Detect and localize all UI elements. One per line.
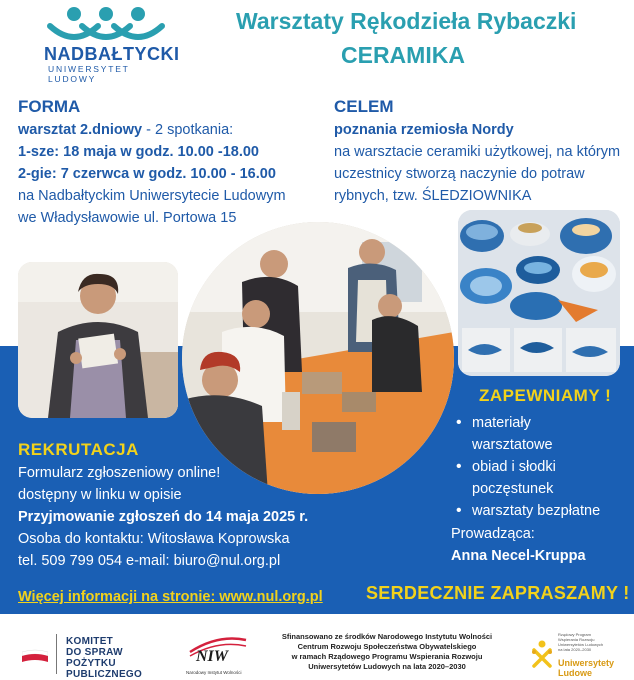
zapewniamy-item [452,456,632,500]
funding-line: Uniwersytetów Ludowych na lata 2020–2030 [308,662,466,671]
page-title: Warsztaty Rękodzieła Rybaczki [236,8,577,34]
logo-line2: UNIWERSYTET LUDOWY [48,64,130,84]
funding-text [262,632,512,672]
celem-line1: poznania rzemiosła Nordy [334,122,514,138]
niw-logo [186,634,250,678]
people-logo-icon [44,4,168,46]
program-small-line: Rządowy Program [558,632,591,637]
rekrutacja-line2: dostępny w linku w opisie [18,487,182,503]
forma-heading: FORMA [18,97,81,116]
funding-line: w ramach Rządowego Programu Wspierania Rozwoju [291,652,483,661]
photo-woman-with-tile [18,262,178,418]
komitet-logo [66,636,142,680]
photo-ceramic-dishes [458,210,620,376]
zapewniamy-section [452,386,632,522]
forma-line4: na Nadbałtyckim Uniwersytecie Ludowym [18,188,286,204]
funding-line: Centrum Rozwoju Społeczeństwa Obywatelskiego [297,642,477,651]
komitet-line: DO SPRAW [66,647,123,658]
program-small-line: Uniwersytetów Ludowych [558,642,604,647]
uni-logo-line: Uniwersytety [558,658,615,668]
program-small-line: Wspierania Rozwoju [558,637,595,642]
uniwersytety-ludowe-icon [530,640,554,670]
uniwersytety-ludowe-text [558,658,614,678]
prowadzaca-label: Prowadząca: [451,526,535,542]
prowadzaca-name: Anna Necel-Kruppa [451,548,586,564]
zapewniamy-item-line: • warsztaty bezpłatne [472,503,601,519]
celem-line3: uczestnicy stworzą naczynie do potraw [334,166,585,182]
celem-line2: na warsztacie ceramiki użytkowej, na którym [334,144,621,160]
zapewniamy-item [452,412,632,456]
zapewniamy-list [452,412,632,522]
nadbaltycki-logo [44,4,180,84]
niw-logo-text: NIW [196,648,229,665]
polish-flag-icon [22,648,48,664]
forma-line3: 2-gie: 7 czerwca w godz. 10.00 - 16.00 [18,166,276,182]
uni-logo-line: Ludowe [558,668,592,678]
uniwersytety-ludowe-logo [530,628,630,678]
rekrutacja-phone-email: tel. 509 799 054 e-mail: biuro@nul.org.pl [18,553,281,569]
rekrutacja-contact: Osoba do kontaktu: Witosława Koprowska [18,531,290,547]
celem-heading: CELEM [334,97,394,116]
celem-line4: rybnych, tzw. ŚLEDZIOWNIKA [334,188,532,204]
more-info-link[interactable]: Więcej informacji na stronie: www.nul.org.pl [18,589,323,605]
zapewniamy-item-line: • materiały [472,415,531,431]
program-small-text [558,632,603,652]
niw-caption: Narodowy Instytut Wolności [186,670,242,675]
prowadzaca-section [451,523,586,567]
rekrutacja-heading: REKRUTACJA [18,440,139,459]
zapewniamy-item-line: poczęstunek [472,481,554,497]
forma-line1 [18,119,318,141]
forma-section [18,97,318,229]
komitet-line: POŻYTKU [66,658,116,669]
footer [0,614,634,680]
zapewniamy-item-line: warsztatowe [472,437,553,453]
logo-line1: NADBAŁTYCKI [44,44,180,64]
celem-section [334,97,630,207]
funding-line: Sfinansowano ze środków Narodowego Instytutu Wolności [281,632,493,641]
footer-divider [56,634,57,674]
forma-line1-rest: - 2 spotkania: [142,122,234,138]
forma-line5: we Władysławowie ul. Portowa 15 [18,210,237,226]
rekrutacja-line1: Formularz zgłoszeniowy online! [18,465,221,481]
zapewniamy-heading: ZAPEWNIAMY ! [479,386,612,405]
forma-line1-bold: warsztat 2.dniowy [18,122,143,138]
program-small-line: na lata 2020–2030 [558,647,592,652]
page-subtitle: CERAMIKA [341,42,465,68]
zapewniamy-item [452,500,632,522]
forma-line2: 1-sze: 18 maja w godz. 10.00 -18.00 [18,144,259,160]
invite-text: SERDECZNIE ZAPRASZAMY ! [366,583,630,603]
komitet-line: KOMITET [66,636,114,647]
rekrutacja-deadline: Przyjmowanie zgłoszeń do 14 maja 2025 r. [18,509,309,525]
rekrutacja-section [18,440,438,572]
zapewniamy-item-line: • obiad i słodki [472,459,556,475]
komitet-line: PUBLICZNEGO [66,669,143,680]
